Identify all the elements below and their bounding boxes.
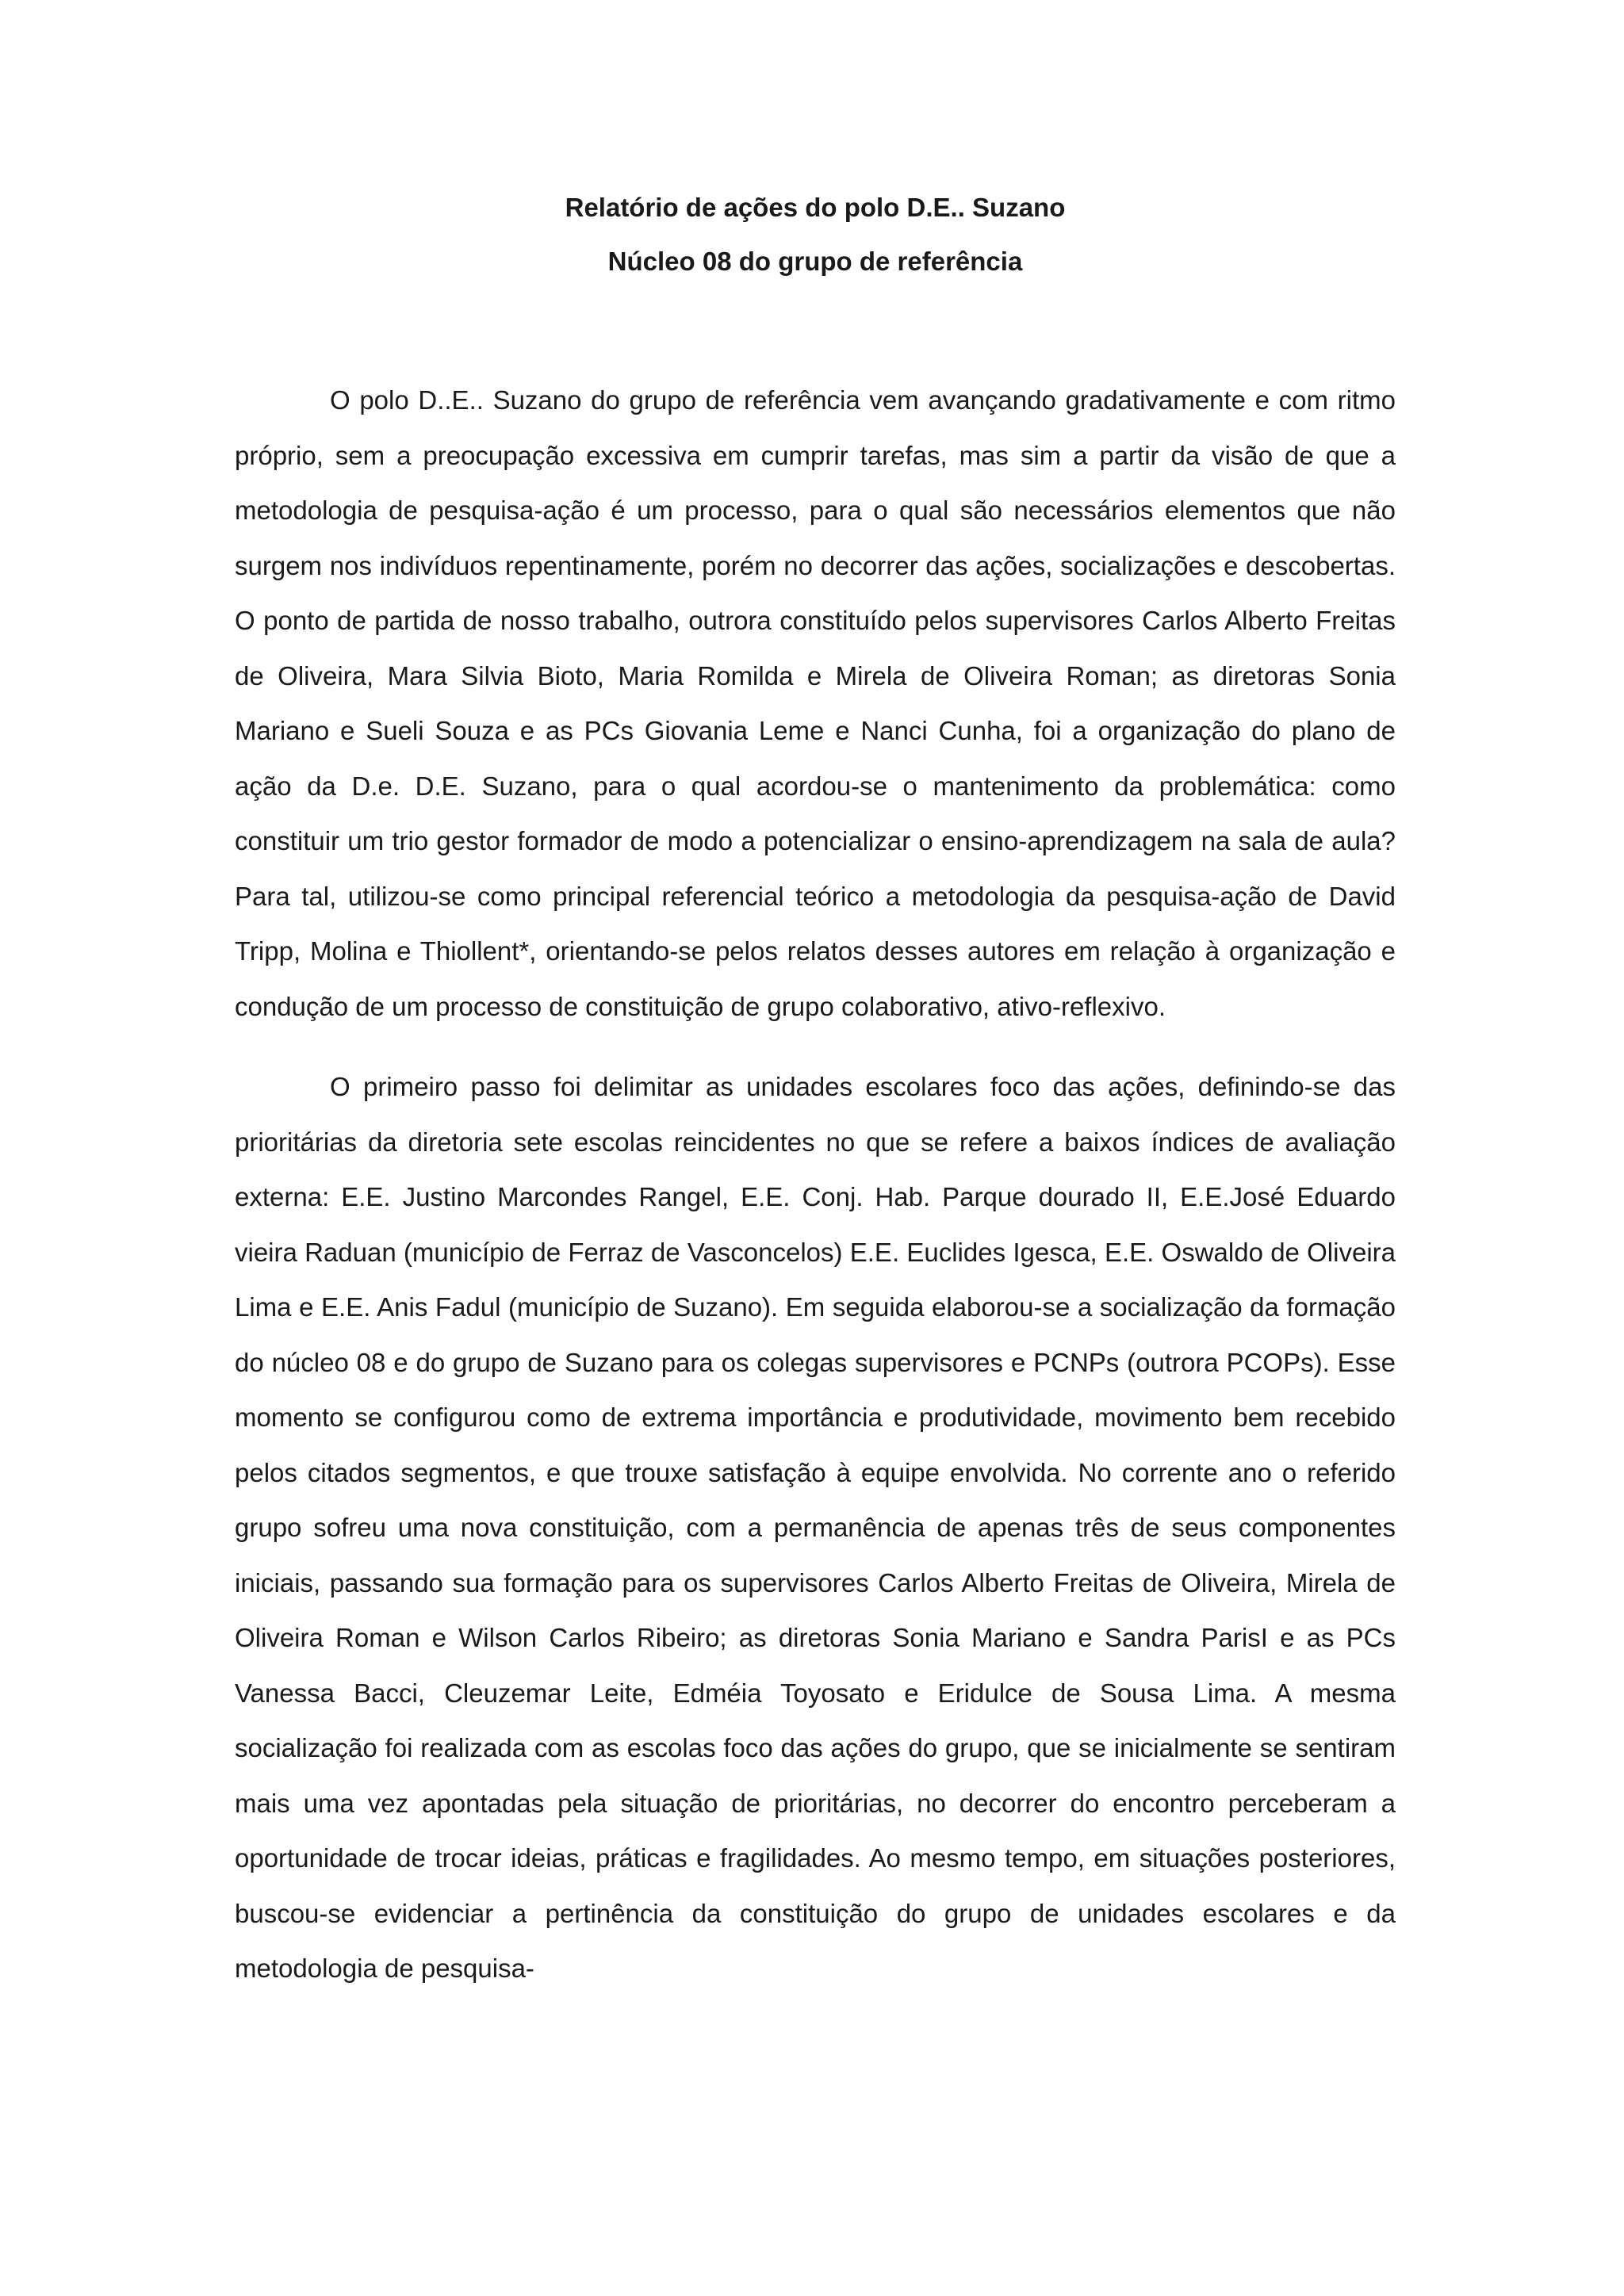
body-paragraph-2: O primeiro passo foi delimitar as unidades escolares foco das ações, definindo-se das prioritárias da diretoria sete escolas reincidentes no que se refere a baixos índices de avaliação externa: E.E. Justino Marcondes Rangel, E.E. Conj. Hab. Parque dourado II, E.E.José Eduardo vieira Raduan (município de Ferraz de Vasconcelos) E.E. Euclides Igesca, E.E. Oswaldo de Oliveira Lima e E.E. Anis Fadul (município de Suzano). Em seguida elaborou-se a socialização da formação do núcleo 08 e do grupo de Suzano para os colegas supervisores e PCNPs (outrora PCOPs). Esse momento se configurou como de extrema importância e produtividade, movimento bem recebido pelos citados segmentos, e que trouxe satisfação à equipe envolvida. No corrente ano o referido grupo sofreu uma nova constituição, com a permanência de apenas três de seus componentes iniciais, passando sua formação para os supervisores Carlos Alberto Freitas de Oliveira, Mirela de Oliveira Roman e Wilson Carlos Ribeiro; as diretoras Sonia Mariano e Sandra ParisI e as PCs Vanessa Bacci, Cleuzemar Leite, Edméia Toyosato e Eridulce de Sousa Lima. A mesma socialização foi realizada com as escolas foco das ações do grupo, que se inicialmente se sentiram mais uma vez apontadas pela situação de prioritárias, no decorrer do encontro perceberam a oportunidade de trocar ideias, práticas e fragilidades. Ao mesmo tempo, em situações posteriores, buscou-se evidenciar a pertinência da constituição do grupo de unidades escolares e da metodologia de pesquisa- bbox=[235, 1072, 1396, 1983]
body-paragraph-1: O polo D..E.. Suzano do grupo de referência vem avançando gradativamente e com ritmo próprio, sem a preocupação excessiva em cumprir tarefas, mas sim a partir da visão de que a metodologia de pesquisa-ação é um processo, para o qual são necessários elementos que não surgem nos indivíduos repentinamente, porém no decorrer das ações, socializações e descobertas. O ponto de partida de nosso trabalho, outrora constituído pelos supervisores Carlos Alberto Freitas de Oliveira, Mara Silvia Bioto, Maria Romilda e Mirela de Oliveira Roman; as diretoras Sonia Mariano e Sueli Souza e as PCs Giovania Leme e Nanci Cunha, foi a organização do plano de ação da D.e. D.E. Suzano, para o qual acordou-se o mantenimento da problemática: como constituir um trio gestor formador de modo a potencializar o ensino-aprendizagem na sala de aula? Para tal, utilizou-se como principal referencial teórico a metodologia da pesquisa-ação de David Tripp, Molina e Thiollent*, orientando-se pelos relatos desses autores em relação à organização e condução de um processo de constituição de grupo colaborativo, ativo-reflexivo. bbox=[235, 385, 1396, 1021]
document-title: Relatório de ações do polo D.E.. Suzano bbox=[565, 193, 1066, 222]
document-body bbox=[235, 190, 1396, 1996]
document-subtitle: Núcleo 08 do grupo de referência bbox=[607, 247, 1023, 276]
